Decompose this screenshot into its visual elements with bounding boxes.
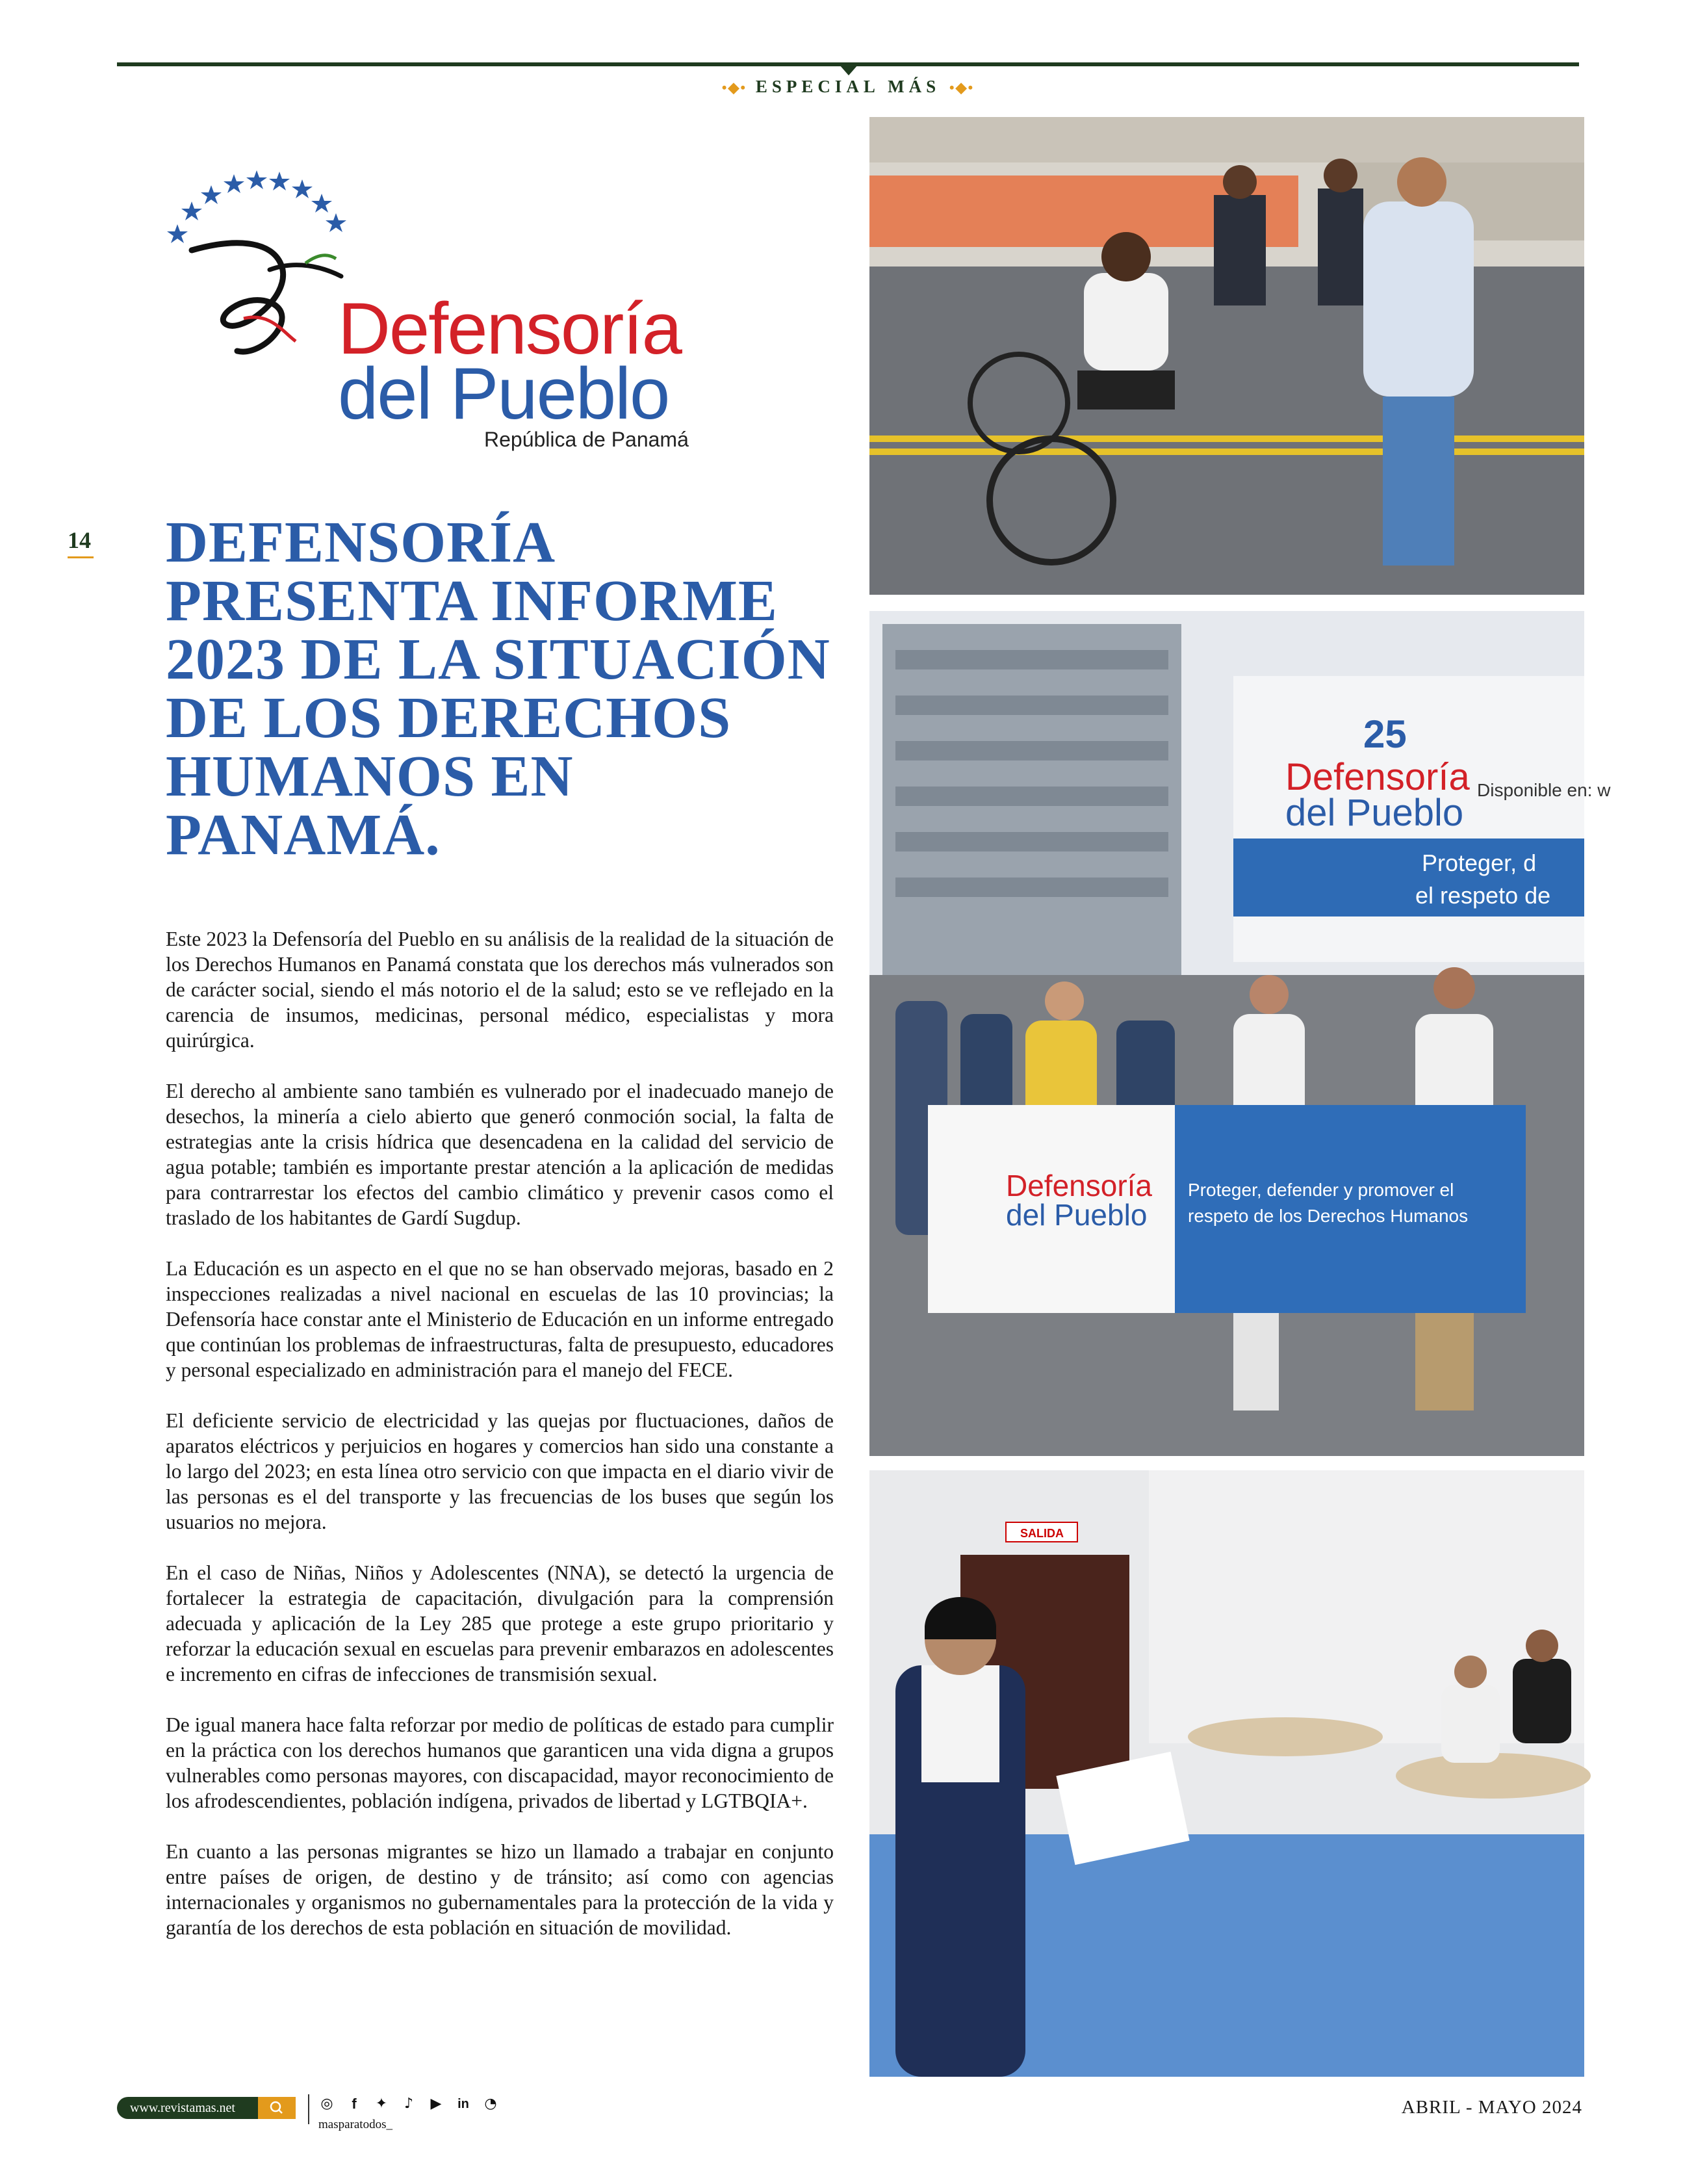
logo-text-republica: República de Panamá: [484, 428, 689, 451]
logo-text-del-pueblo: del Pueblo: [338, 353, 669, 434]
logo-text-defensoria: Defensoría: [338, 288, 681, 369]
article-paragraph: En el caso de Niñas, Niños y Adolescentes (NNA), se detectó la urgencia de fortalecer la estrategia de capacitación, divulgación para la comprensión adecuada y aplicación de la Ley 285 que protege a este grupo prioritario y reforzar la educación sexual en escuelas para prevenir embarazos en adolescentes e incremento en cifras de infecciones de transmisión sexual.: [166, 1561, 834, 1685]
photo-wheelchair-march: [869, 117, 1584, 595]
footer-url[interactable]: www.revistamas.net: [130, 2101, 235, 2115]
footer-search-button[interactable]: [258, 2097, 296, 2119]
rss-icon[interactable]: ◔: [484, 2096, 497, 2112]
page-number-underline: [68, 556, 94, 558]
section-label: [0, 77, 1696, 97]
search-icon: [258, 2097, 296, 2119]
building-badge: 25: [1363, 712, 1407, 756]
article-paragraph: La Educación es un aspecto en el que no se han observado mejoras, basado en 2 inspecciones realizadas a nivel nacional en escuelas de las 10 provincias; la Defensoría hace constar ante el Ministerio de Educación en un informe entregado que continúan los problemas de infraestructuras, falta de presupuesto, educadores y personal especializado en administración para el manejo del FECE.: [166, 1257, 834, 1381]
facebook-icon[interactable]: f: [352, 2096, 357, 2112]
article-paragraph: El derecho al ambiente sano también es vulnerado por el inadecuado manejo de desechos, la minería a cielo abierto que generó conmoción social, la falta de estrategias ante la crisis hídrica que desencadena en la calidad del servicio de agua potable; también es importante prestar atención a la aplicación de medidas para contrarrestar los efectos del cambio climático y prevenir casos como el traslado de los habitantes de Gardí Sugdup.: [166, 1080, 834, 1229]
footer-website-link[interactable]: [117, 2097, 296, 2119]
linkedin-icon[interactable]: in: [457, 2097, 469, 2111]
building-available-text: Disponible en: w: [1477, 780, 1611, 800]
article-paragraph: De igual manera hace falta reforzar por medio de políticas de estado para cumplir en la práctica con los derechos humanos que garanticen una vida digna a grupos vulnerables como personas mayores, con discapacidad, mayor reconocimiento de los afrodescendientes, población indígena, privados de libertad y LGTBQIA+.: [166, 1713, 834, 1812]
social-handle: masparatodos_: [318, 2118, 392, 2131]
article-paragraph: Este 2023 la Defensoría del Pueblo en su análisis de la realidad de la situación de los Derechos Humanos en Panamá constata que los derechos más vulnerados son de carácter social, siendo el más notorio el de la salud; esto se ve reflejado en la carencia de insumos, medicinas, personal médico, especialistas y mora quirúrgica.: [166, 928, 834, 1052]
section-dots-left: •◆•: [721, 79, 747, 96]
photo-banner-march: [869, 611, 1611, 1456]
building-logo-line2: del Pueblo: [1285, 792, 1464, 834]
building-slogan-line1: Proteger, d: [1422, 850, 1537, 876]
article-paragraph: En cuanto a las personas migrantes se hizo un llamado a trabajar en conjunto entre países de origen, de destino y de tránsito; así como con agencias internacionales y organismos no gubernamentales para la protección de la vida y garantía de los derechos de esta población en situación de movilidad.: [166, 1840, 834, 1939]
section-dots-right: •◆•: [949, 79, 975, 96]
footer-divider: [308, 2094, 309, 2124]
banner-logo-line2: del Pueblo: [1006, 1198, 1148, 1232]
defensoria-logo: [166, 162, 725, 455]
article-headline: DEFENSORÍA PRESENTA INFORME 2023 DE LA SITUACIÓN DE LOS DERECHOS HUMANOS EN PANAMÁ.: [166, 510, 830, 867]
twitter-icon[interactable]: ✦: [375, 2096, 388, 2112]
building-slogan-line2: el respeto de: [1415, 882, 1551, 909]
banner-slogan-line1: Proteger, defender y promover el: [1188, 1180, 1454, 1200]
page-number: 14: [68, 527, 91, 553]
exit-sign: SALIDA: [1020, 1527, 1064, 1540]
banner-slogan-line2: respeto de los Derechos Humanos: [1188, 1206, 1469, 1226]
youtube-icon[interactable]: ▶: [430, 2096, 442, 2112]
building-logo-line1: Defensoría: [1285, 756, 1470, 798]
article-body: [166, 926, 834, 1966]
social-links: [318, 2094, 499, 2114]
article-paragraph: El deficiente servicio de electricidad y las quejas por fluctuaciones, daños de aparatos eléctricos y perjuicios en hogares y comercios han sido una constante a lo largo del 2023; en esta línea otro servicio con que impacta en el diario vivir de las personas es el del transporte y las frecuencias de los buses que según los usuarios no mejora.: [166, 1409, 834, 1533]
section-title: ESPECIAL MÁS: [755, 77, 941, 96]
tiktok-icon[interactable]: ♪: [404, 2096, 414, 2112]
issue-date: ABRIL - MAYO 2024: [1401, 2097, 1582, 2118]
banner-logo-line1: Defensoría: [1006, 1169, 1153, 1202]
top-rule-notch: [840, 65, 858, 75]
instagram-icon[interactable]: ◎: [320, 2096, 333, 2112]
photo-speaker-meeting: [869, 1470, 1584, 2077]
